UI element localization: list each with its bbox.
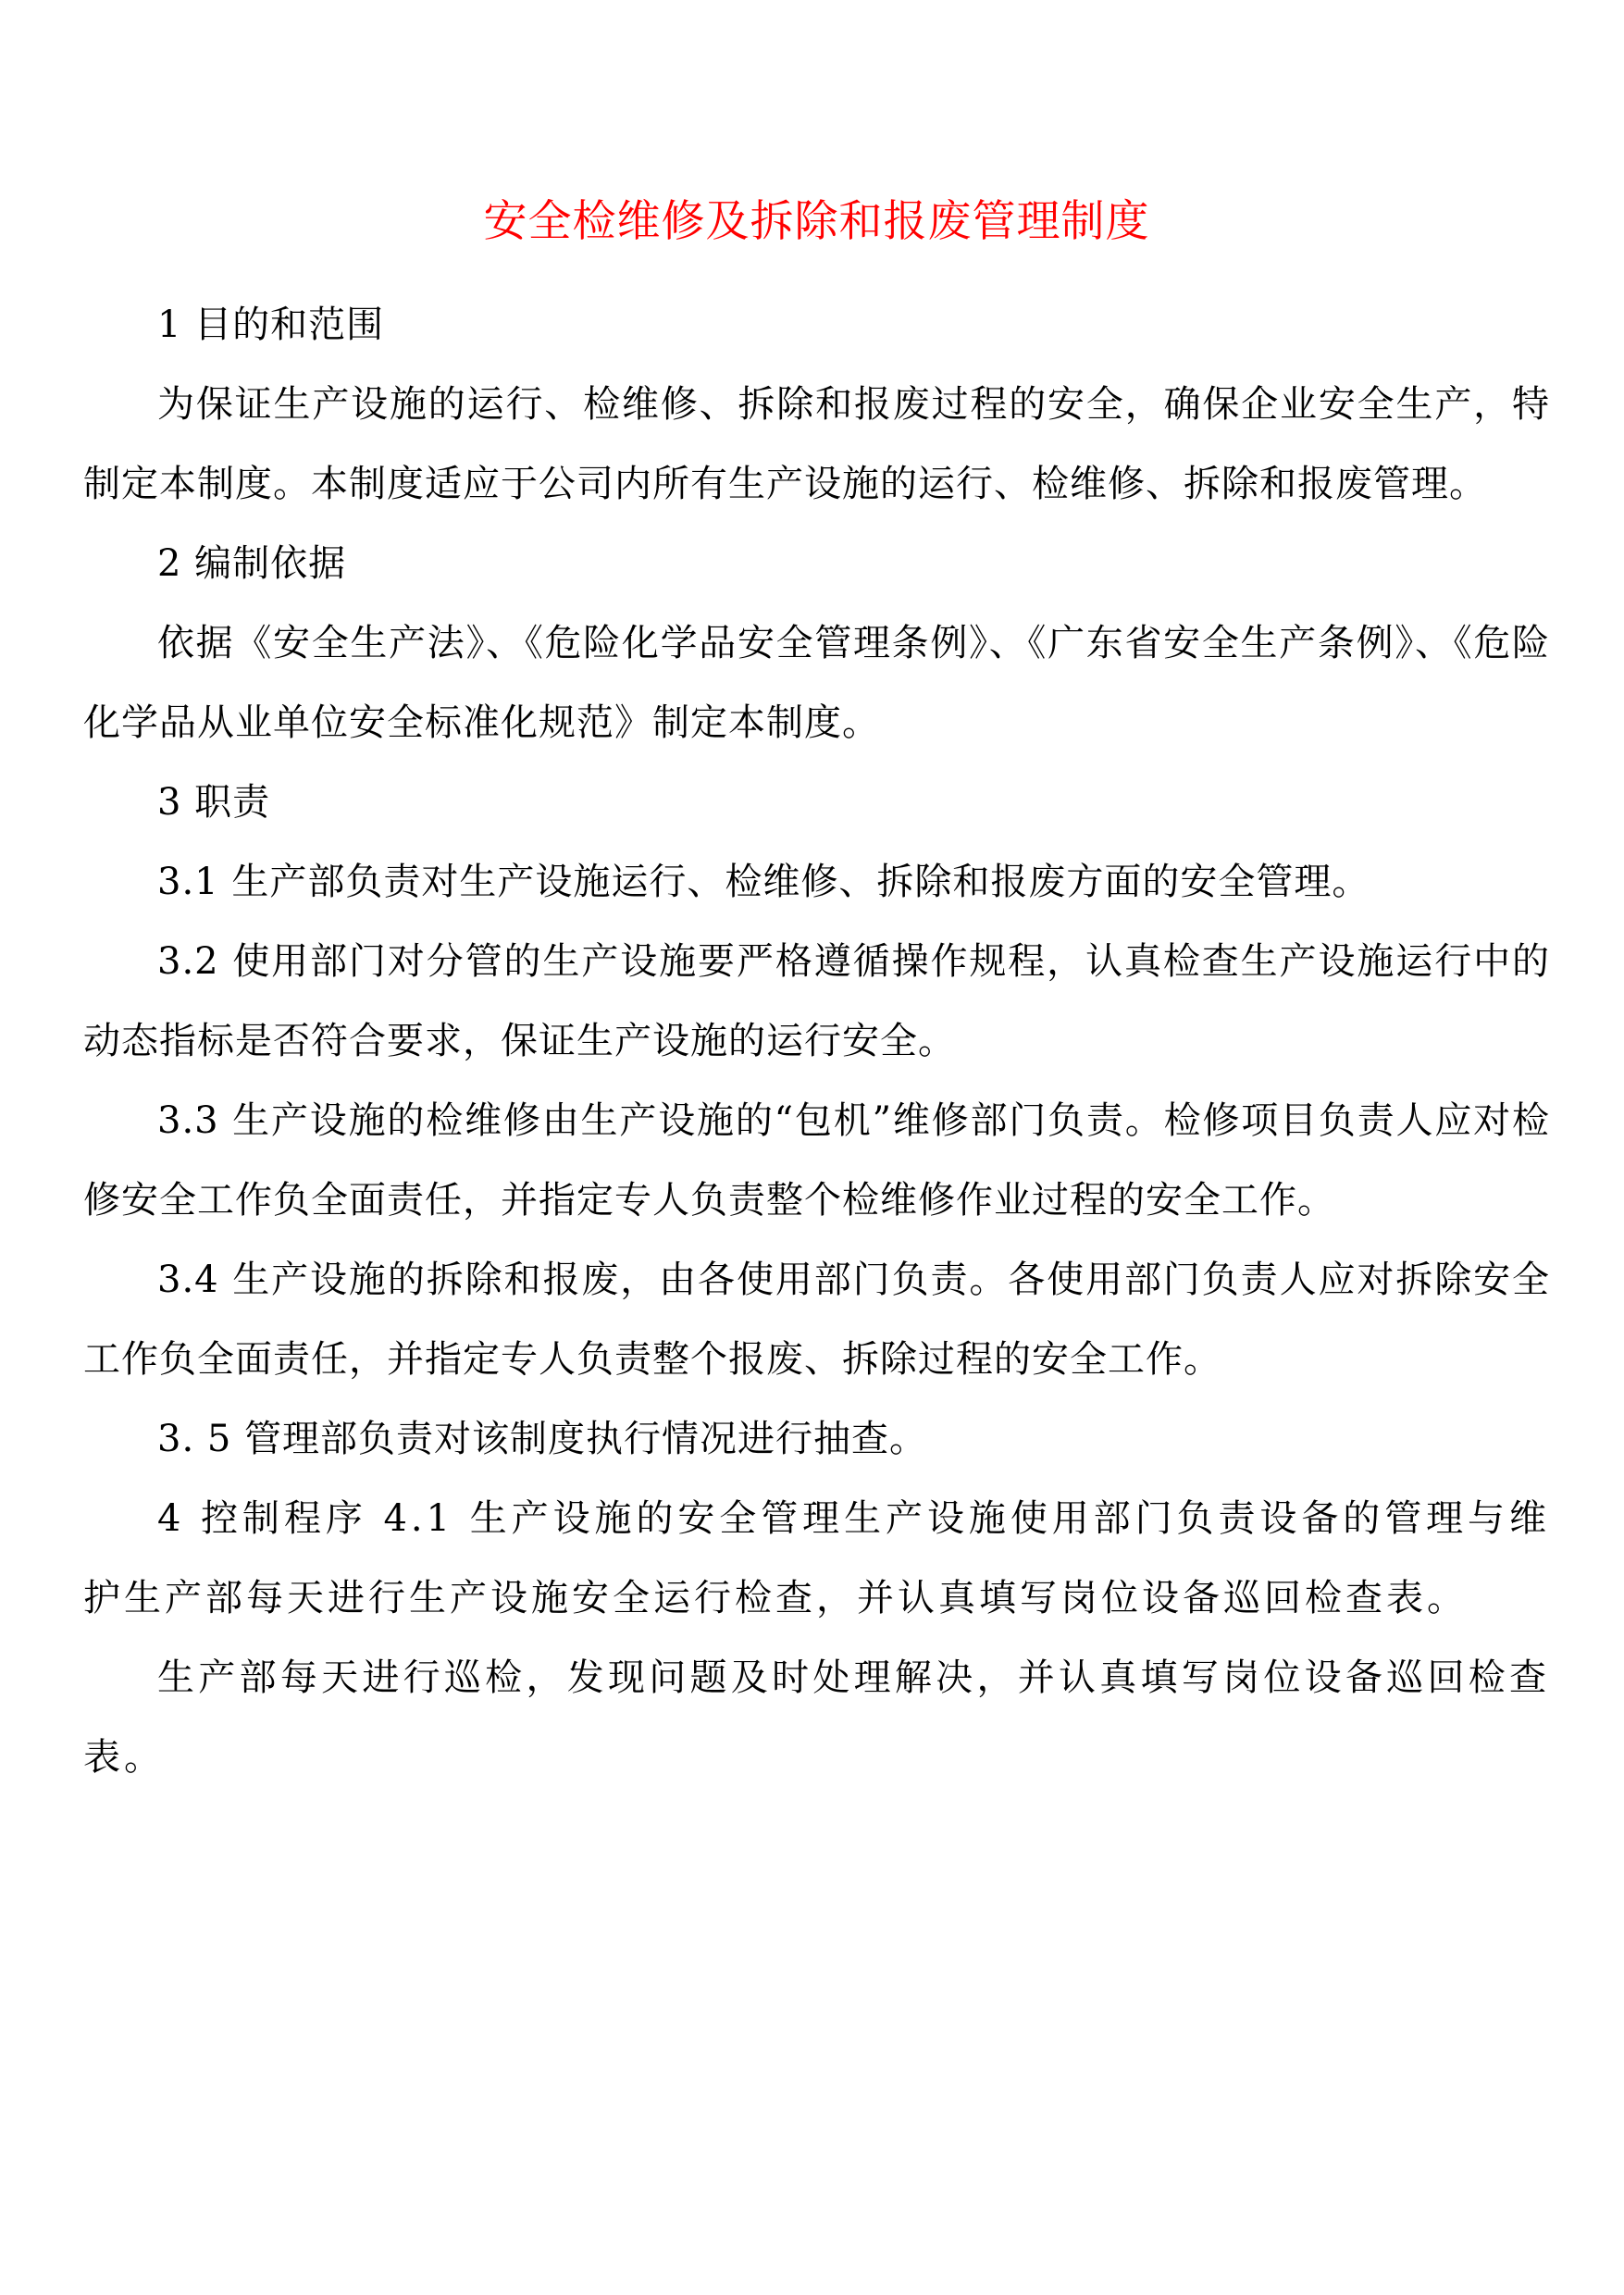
- paragraph-daily-inspection: 生产部每天进行巡检，发现问题及时处理解决，并认真填写岗位设备巡回检查表。: [83, 1656, 1550, 1779]
- paragraph-duty-3-1: 3.1 生产部负责对生产设施运行、检维修、拆除和报废方面的安全管理。: [157, 861, 1370, 903]
- document-title: 安全检维修及拆除和报废管理制度: [483, 196, 1150, 247]
- section-heading-duties: 3 职责: [157, 781, 271, 824]
- paragraph-purpose: 为保证生产设施的运行、检维修、拆除和报废过程的安全，确保企业安全生产，特制定本制度。本制度适应于公司内所有生产设施的运行、检维修、拆除和报废管理。: [83, 383, 1550, 505]
- paragraph-duty-3-3: 3.3 生产设施的检维修由生产设施的“包机”维修部门负责。检修项目负责人应对检修安全工作负全面责任，并指定专人负责整个检维修作业过程的安全工作。: [83, 1099, 1550, 1222]
- paragraph-duty-3-2: 3.2 使用部门对分管的生产设施要严格遵循操作规程，认真检查生产设施运行中的动态指标是否符合要求，保证生产设施的运行安全。: [83, 940, 1550, 1062]
- paragraph-basis: 依据《安全生产法》、《危险化学品安全管理条例》、《广东省安全生产条例》、《危险化学品从业单位安全标准化规范》制定本制度。: [83, 622, 1550, 744]
- paragraph-control-procedure: 4 控制程序 4.1 生产设施的安全管理生产设施使用部门负责设备的管理与维护生产部每天进行生产设施安全运行检查，并认真填写岗位设备巡回检查表。: [83, 1497, 1550, 1619]
- paragraph-duty-3-5: 3. 5 管理部负责对该制度执行情况进行抽查。: [157, 1418, 928, 1460]
- paragraph-duty-3-4: 3.4 生产设施的拆除和报废，由各使用部门负责。各使用部门负责人应对拆除安全工作负全面责任，并指定专人负责整个报废、拆除过程的安全工作。: [83, 1259, 1550, 1381]
- section-heading-purpose: 1 目的和范围: [157, 304, 385, 346]
- section-heading-basis: 2 编制依据: [157, 542, 347, 585]
